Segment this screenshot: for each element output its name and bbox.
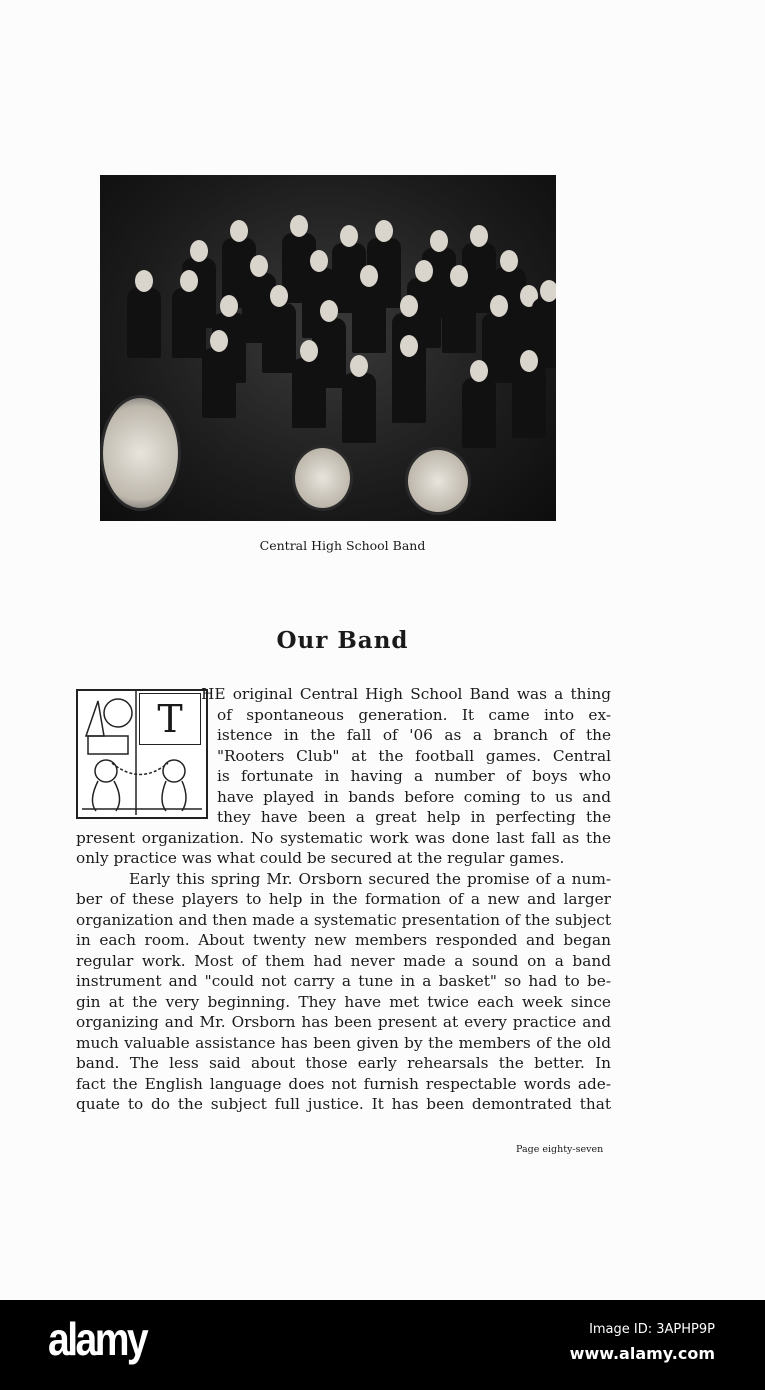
band-member-face (320, 300, 338, 322)
band-member-face (360, 265, 378, 287)
band-member-face (300, 340, 318, 362)
band-member-face (270, 285, 288, 307)
text-line: ber of these players to help in the formation of a new and larger (76, 890, 611, 908)
band-member (342, 373, 376, 443)
band-member (262, 303, 296, 373)
band-member-face (470, 360, 488, 382)
text-line: HE original Central High School Band was a thing (201, 685, 611, 703)
band-member (392, 353, 426, 423)
band-member-face (450, 265, 468, 287)
photo-caption: Central High School Band (259, 538, 426, 553)
band-member (352, 283, 386, 353)
text-line: gin at the very beginning. They have met twice each week since (76, 992, 611, 1011)
image-id: Image ID: 3APHP9P (589, 1322, 715, 1337)
text-line: organization and then made a systematic presentation of the subject (76, 910, 611, 929)
band-member-face (250, 255, 268, 277)
text-line: present organization. No systematic work was done last fall as the (76, 828, 611, 847)
drop-cap-letter: T (139, 693, 201, 745)
text-line: quate to do the subject full justice. It has been demontrated that (76, 1095, 611, 1113)
band-member-face (350, 355, 368, 377)
band-member (127, 288, 161, 358)
band-member (202, 348, 236, 418)
band-member-face (540, 280, 556, 302)
band-member-face (180, 270, 198, 292)
text-line: Early this spring Mr. Orsborn secured the promise of a num- (129, 869, 611, 888)
band-photo (100, 175, 556, 521)
band-member-face (340, 225, 358, 247)
band-member (292, 358, 326, 428)
band-member-face (430, 230, 448, 252)
band-member-face (220, 295, 238, 317)
text-line: fact the English language does not furnish respectable words ade- (76, 1074, 611, 1093)
text-line: regular work. Most of them had never made a sound on a band (76, 951, 611, 970)
band-member-face (400, 295, 418, 317)
text-line: have played in bands before coming to us and (217, 787, 611, 806)
text-line: of spontaneous generation. It came into ex- (217, 705, 611, 724)
text-line: "Rooters Club" at the football games. Central (217, 746, 611, 765)
drum (100, 395, 181, 511)
text-line: in each room. About twenty new members responded and began (76, 931, 611, 949)
band-member-face (470, 225, 488, 247)
text-line: istence in the fall of '06 as a branch of the (217, 726, 611, 744)
band-member-face (375, 220, 393, 242)
band-member-face (400, 335, 418, 357)
band-member-face (310, 250, 328, 272)
text-line: organizing and Mr. Orsborn has been present at every practice and (76, 1013, 611, 1031)
drop-cap-illustration (76, 689, 208, 819)
drum (292, 445, 353, 511)
watermark-bar (0, 1300, 765, 1390)
watermark-url: www.alamy.com (569, 1344, 715, 1363)
band-member-face (500, 250, 518, 272)
page-number: Page eighty-seven (516, 1144, 604, 1155)
band-member-face (290, 215, 308, 237)
text-line: instrument and "could not carry a tune in a basket" so had to be- (76, 972, 611, 990)
text-line: is fortunate in having a number of boys who (217, 767, 611, 785)
text-line: band. The less said about those early rehearsals the better. In (76, 1054, 611, 1072)
band-member (512, 368, 546, 438)
band-member (462, 378, 496, 448)
text-line: they have been a great help in perfecting the (217, 808, 611, 826)
band-member-face (210, 330, 228, 352)
alamy-logo: alamy (48, 1313, 147, 1365)
band-member-face (520, 350, 538, 372)
band-member-face (415, 260, 433, 282)
text-line: only practice was what could be secured at the regular games. (76, 849, 565, 867)
drum (405, 447, 471, 515)
band-member (442, 283, 476, 353)
band-member-face (135, 270, 153, 292)
band-member-face (230, 220, 248, 242)
band-member-face (490, 295, 508, 317)
band-member-face (190, 240, 208, 262)
article-title: Our Band (276, 627, 409, 654)
text-line: much valuable assistance has been given by the members of the old (76, 1033, 611, 1052)
band-member (172, 288, 206, 358)
